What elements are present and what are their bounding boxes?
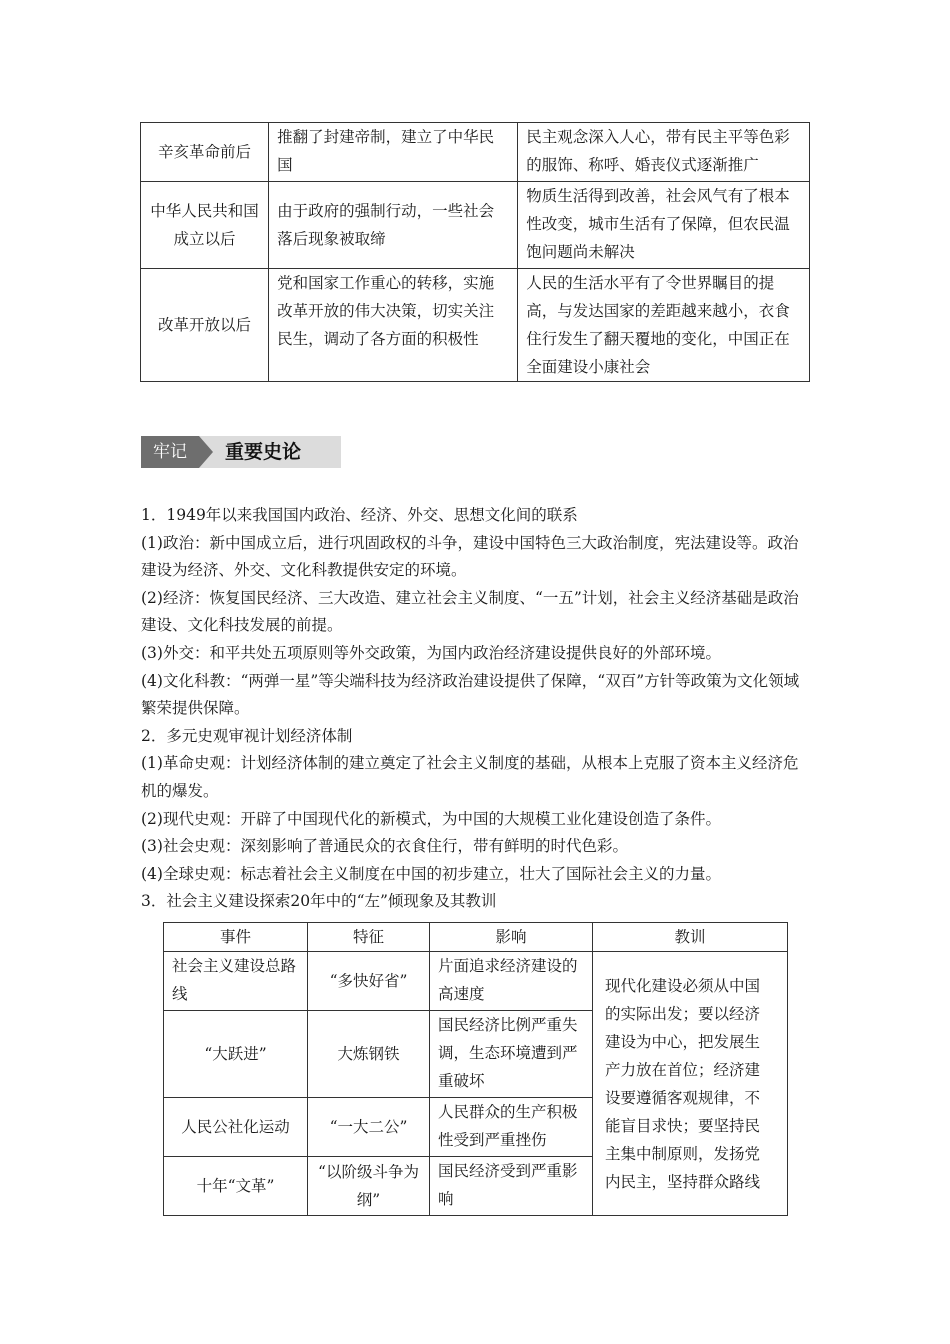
change-cell: 物质生活得到改善，社会风气有了根本性改变，城市生活有了保障，但农民温饱问题尚未解决	[518, 182, 810, 269]
event-cell: “大跃进”	[164, 1011, 308, 1098]
period-cell: 改革开放以后	[141, 269, 269, 382]
paragraph: (3)外交：和平共处五项原则等外交政策，为国内政治经济建设提供良好的外部环境。	[141, 643, 721, 662]
change-cell: 人民的生活水平有了令世界瞩目的提高，与发达国家的差距越来越小，衣食住行发生了翻天覆地的变化，中国正在全面建设小康社会	[518, 269, 810, 382]
paragraph: (4)文化科教：“两弹一星”等尖端科技为经济政治建设提供了保障，“双百”方针等政策为文化领域繁荣提供保障。	[141, 671, 800, 718]
cause-cell: 党和国家工作重心的转移，实施改革开放的伟大决策，切实关注民生，调动了各方面的积极性	[269, 269, 518, 382]
feature-cell: “一大二公”	[308, 1098, 430, 1157]
impact-cell: 国民经济受到严重影响	[430, 1157, 593, 1216]
top-table	[140, 122, 810, 382]
feature-cell: “以阶级斗争为纲”	[308, 1157, 430, 1216]
table-row	[141, 123, 810, 182]
header-impact: 影响	[430, 923, 593, 952]
banner-arrow-icon	[199, 436, 213, 468]
header-feature: 特征	[308, 923, 430, 952]
event-cell: 社会主义建设总路线	[164, 952, 308, 1011]
period-cell: 辛亥革命前后	[141, 123, 269, 182]
heading-3: 3．社会主义建设探索20年中的“左”倾现象及其教训	[141, 892, 497, 911]
table-header-row	[164, 923, 788, 952]
paragraph: (2)现代史观：开辟了中国现代化的新模式，为中国的大规模工业化建设创造了条件。	[141, 809, 721, 828]
paragraph: (3)社会史观：深刻影响了普通民众的衣食住行，带有鲜明的时代色彩。	[141, 837, 628, 856]
heading-2: 2．多元史观审视计划经济体制	[141, 726, 353, 745]
paragraph: (4)全球史观：标志着社会主义制度在中国的初步建立，壮大了国际社会主义的力量。	[141, 864, 721, 883]
bottom-table	[163, 922, 788, 1216]
table-row	[141, 269, 810, 382]
banner-tag: 牢记	[141, 436, 199, 468]
table-row	[141, 182, 810, 269]
header-lesson: 教训	[593, 923, 788, 952]
header-event: 事件	[164, 923, 308, 952]
period-cell: 中华人民共和国成立以后	[141, 182, 269, 269]
cause-cell: 由于政府的强制行动，一些社会落后现象被取缔	[269, 182, 518, 269]
lesson-cell: 现代化建设必须从中国的实际出发；要以经济建设为中心，把发展生产力放在首位；经济建设要遵循客观规律，不能盲目求快；要坚持民主集中制原则，发扬党内民主，坚持群众路线	[593, 952, 788, 1216]
change-cell: 民主观念深入人心，带有民主平等色彩的服饰、称呼、婚丧仪式逐渐推广	[518, 123, 810, 182]
feature-cell: “多快好省”	[308, 952, 430, 1011]
event-cell: 人民公社化运动	[164, 1098, 308, 1157]
impact-cell: 国民经济比例严重失调，生态环境遭到严重破坏	[430, 1011, 593, 1098]
banner-title: 重要史论	[199, 436, 341, 468]
paragraph: (2)经济：恢复国民经济、三大改造、建立社会主义制度、“一五”计划，社会主义经济基础是政治建设、文化科技发展的前提。	[141, 588, 799, 635]
body-text	[141, 502, 811, 916]
impact-cell: 片面追求经济建设的高速度	[430, 952, 593, 1011]
section-banner	[141, 436, 341, 468]
impact-cell: 人民群众的生产积极性受到严重挫伤	[430, 1098, 593, 1157]
table-row	[164, 952, 788, 1011]
cause-cell: 推翻了封建帝制，建立了中华民国	[269, 123, 518, 182]
paragraph: (1)政治：新中国成立后，进行巩固政权的斗争，建设中国特色三大政治制度，宪法建设等。政治建设为经济、外交、文化科教提供安定的环境。	[141, 533, 799, 580]
event-cell: 十年“文革”	[164, 1157, 308, 1216]
feature-cell: 大炼钢铁	[308, 1011, 430, 1098]
heading-1: 1．1949年以来我国国内政治、经济、外交、思想文化间的联系	[141, 506, 578, 524]
paragraph: (1)革命史观：计划经济体制的建立奠定了社会主义制度的基础，从根本上克服了资本主义经济危机的爆发。	[141, 754, 799, 800]
